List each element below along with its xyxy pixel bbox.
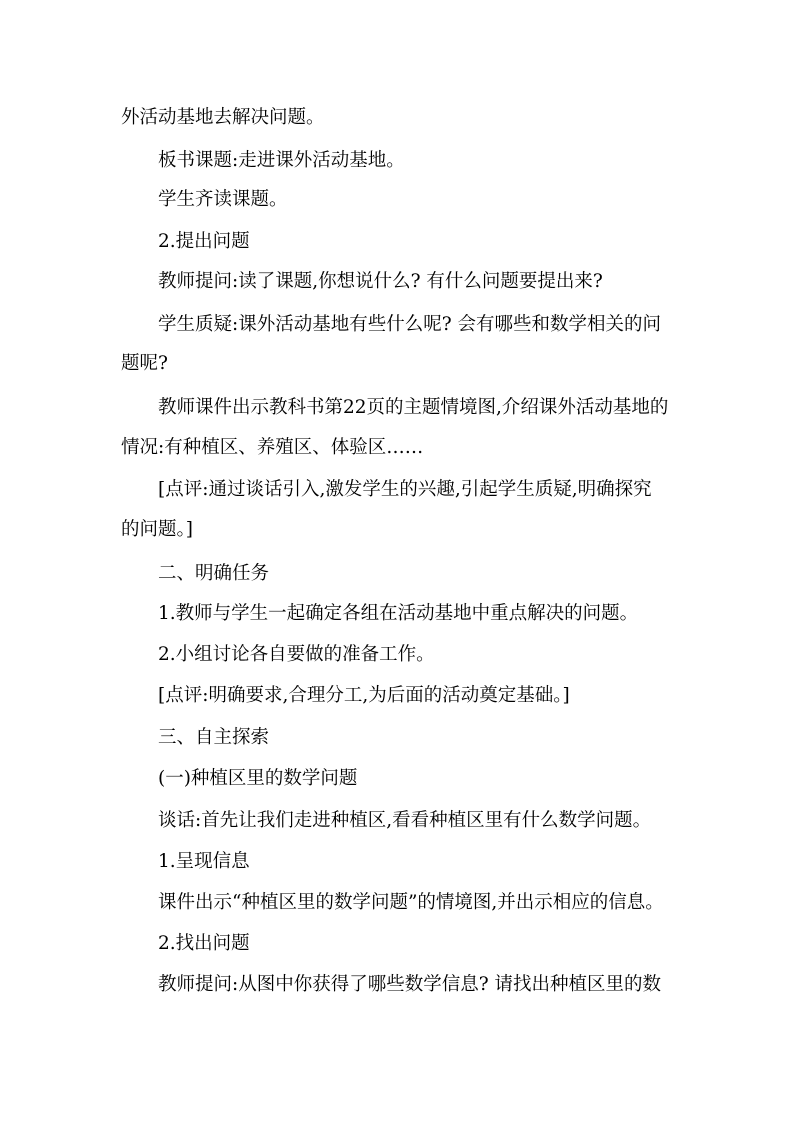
section-heading: 1.呈现信息: [158, 851, 250, 872]
text-line: 教师提问:读了课题,你想说什么? 有什么问题要提出来?: [158, 271, 603, 292]
comment-line: [点评:明确要求,合理分工,为后面的活动奠定基础。]: [158, 685, 570, 706]
section-heading: 2.找出问题: [158, 933, 250, 954]
section-heading: 2.提出问题: [158, 231, 250, 252]
section-heading: 三、自主探索: [158, 727, 270, 748]
text-line: 1.教师与学生一起确定各组在活动基地中重点解决的问题。: [158, 603, 639, 624]
text-line: 2.小组讨论各自要做的准备工作。: [158, 644, 435, 665]
comment-line: 的问题。]: [121, 519, 193, 540]
comment-line: [点评:通过谈话引入,激发学生的兴趣,引起学生质疑,明确探究: [158, 479, 652, 500]
subsection-heading: (一)种植区里的数学问题: [158, 768, 358, 789]
text-line: 学生齐读课题。: [158, 189, 288, 210]
text-line: 谈话:首先让我们走进种植区,看看种植区里有什么数学问题。: [158, 810, 652, 831]
text-line: 教师提问:从图中你获得了哪些数学信息? 请找出种植区里的数: [158, 974, 662, 995]
text-line: 外活动基地去解决问题。: [121, 107, 325, 128]
text-line: 情况:有种植区、养殖区、体验区……: [121, 437, 424, 458]
section-heading: 二、明确任务: [158, 563, 270, 584]
text-line: 学生质疑:课外活动基地有些什么呢? 会有哪些和数学相关的问: [158, 314, 662, 335]
text-line: 教师课件出示教科书第22页的主题情境图,介绍课外活动基地的: [158, 397, 669, 418]
text-line: 课件出示“种植区里的数学问题”的情境图,并出示相应的信息。: [158, 892, 664, 913]
text-line: 板书课题:走进课外活动基地。: [158, 150, 405, 171]
text-line: 题呢?: [121, 353, 168, 374]
